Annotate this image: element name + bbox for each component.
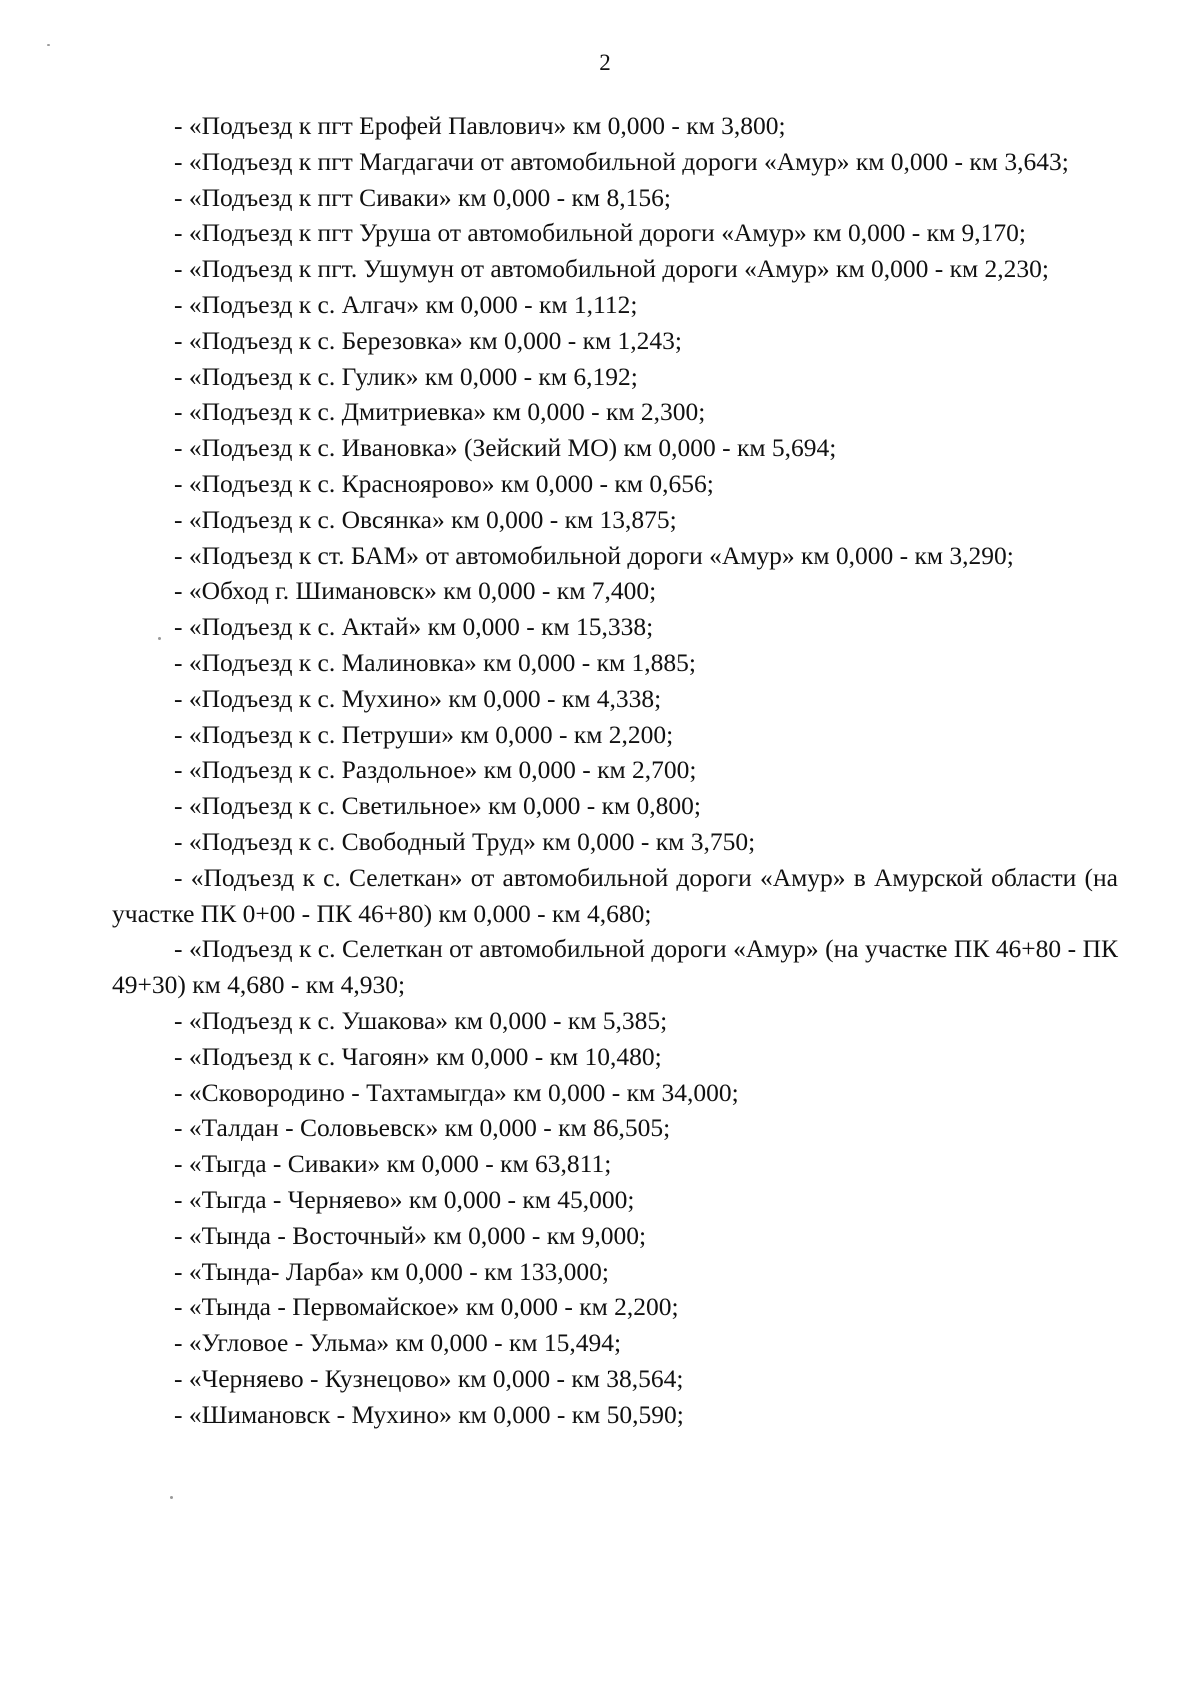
road-entry: - «Подъезд к с. Селеткан» от автомобильной дороги «Амур» в Амурской области (на участке ПК 0+00 - ПК 46+80) км 0,000 - км 4,680;: [112, 862, 1118, 928]
page-number: 2: [599, 50, 611, 75]
road-entry: - «Тында - Восточный» км 0,000 - км 9,000;: [174, 1220, 647, 1250]
road-entry: - «Талдан - Соловьевск» км 0,000 - км 86,505;: [174, 1113, 671, 1143]
road-entry: - «Подъезд к с. Петруши» км 0,000 - км 2,200;: [174, 719, 674, 749]
road-entry: - «Тыгда - Сиваки» км 0,000 - км 63,811;: [174, 1149, 612, 1179]
road-entry: - «Подъезд к с. Дмитриевка» км 0,000 - км 2,300;: [174, 397, 706, 427]
road-entry: - «Тында - Первомайское» км 0,000 - км 2,200;: [174, 1292, 679, 1322]
road-entry: - «Подъезд к с. Светильное» км 0,000 - км 0,800;: [174, 791, 702, 821]
scan-speck: [47, 44, 50, 46]
road-entry: - «Подъезд к с. Свободный Труд» км 0,000 - км 3,750;: [174, 826, 756, 856]
road-entry: - «Подъезд к с. Актай» км 0,000 - км 15,338;: [174, 612, 654, 642]
road-entry: - «Подъезд к пгт Уруша от автомобильной дороги «Амур» км 0,000 - км 9,170;: [174, 218, 1027, 248]
road-entry: - «Черняево - Кузнецово» км 0,000 - км 38,564;: [174, 1363, 684, 1393]
road-entry: - «Подъезд к с. Ушакова» км 0,000 - км 5,385;: [174, 1005, 668, 1035]
road-entry: - «Подъезд к с. Ивановка» (Зейский МО) км 0,000 - км 5,694;: [174, 433, 837, 463]
road-entry: - «Подъезд к пгт Ерофей Павлович» км 0,000 - км 3,800;: [174, 111, 786, 140]
road-entry: - «Тыгда - Черняево» км 0,000 - км 45,000;: [174, 1184, 635, 1214]
road-entry: - «Подъезд к пгт Магдагачи от автомобильной дороги «Амур» км 0,000 - км 3,643;: [174, 146, 1069, 176]
road-entry: - «Подъезд к с. Раздольное» км 0,000 - км 2,700;: [174, 755, 697, 785]
road-entry: - «Подъезд к с. Селеткан от автомобильной дороги «Амур» (на участке ПК 46+80 - ПК 49+30) км 4,680 - км 4,930;: [112, 934, 1118, 1000]
scan-speck: [158, 637, 161, 640]
road-entry: - «Подъезд к с. Мухино» км 0,000 - км 4,338;: [174, 683, 662, 713]
road-entry: - «Подъезд к с. Алгач» км 0,000 - км 1,112;: [174, 289, 638, 319]
road-entry: - «Подъезд к с. Красноярово» км 0,000 - км 0,656;: [174, 468, 714, 498]
road-entry: - «Подъезд к пгт. Ушумун от автомобильной дороги «Амур» км 0,000 - км 2,230;: [174, 254, 1049, 284]
road-entry: - «Сковородино - Тахтамыгда» км 0,000 - км 34,000;: [174, 1077, 739, 1107]
road-entry: - «Тында- Ларба» км 0,000 - км 133,000;: [174, 1256, 610, 1286]
scan-speck: [170, 1496, 173, 1499]
road-entry: - «Подъезд к с. Гулик» км 0,000 - км 6,192;: [174, 361, 638, 391]
road-entry: - «Подъезд к пгт Сиваки» км 0,000 - км 8,156;: [174, 182, 671, 212]
road-entry: - «Подъезд к ст. БАМ» от автомобильной дороги «Амур» км 0,000 - км 3,290;: [174, 540, 1014, 570]
road-entry: - «Подъезд к с. Малиновка» км 0,000 - км 1,885;: [174, 647, 696, 677]
road-entry: - «Подъезд к с. Овсянка» км 0,000 - км 13,875;: [174, 504, 677, 534]
road-entry: - «Подъезд к с. Чагоян» км 0,000 - км 10,480;: [174, 1041, 662, 1071]
road-list: [112, 108, 1118, 1432]
road-entry: - «Шимановск - Мухино» км 0,000 - км 50,590;: [174, 1399, 684, 1429]
road-entry: - «Обход г. Шимановск» км 0,000 - км 7,400;: [174, 576, 657, 606]
road-entry: - «Угловое - Ульма» км 0,000 - км 15,494;: [174, 1328, 622, 1358]
road-entry: - «Подъезд к с. Березовка» км 0,000 - км 1,243;: [174, 325, 683, 355]
